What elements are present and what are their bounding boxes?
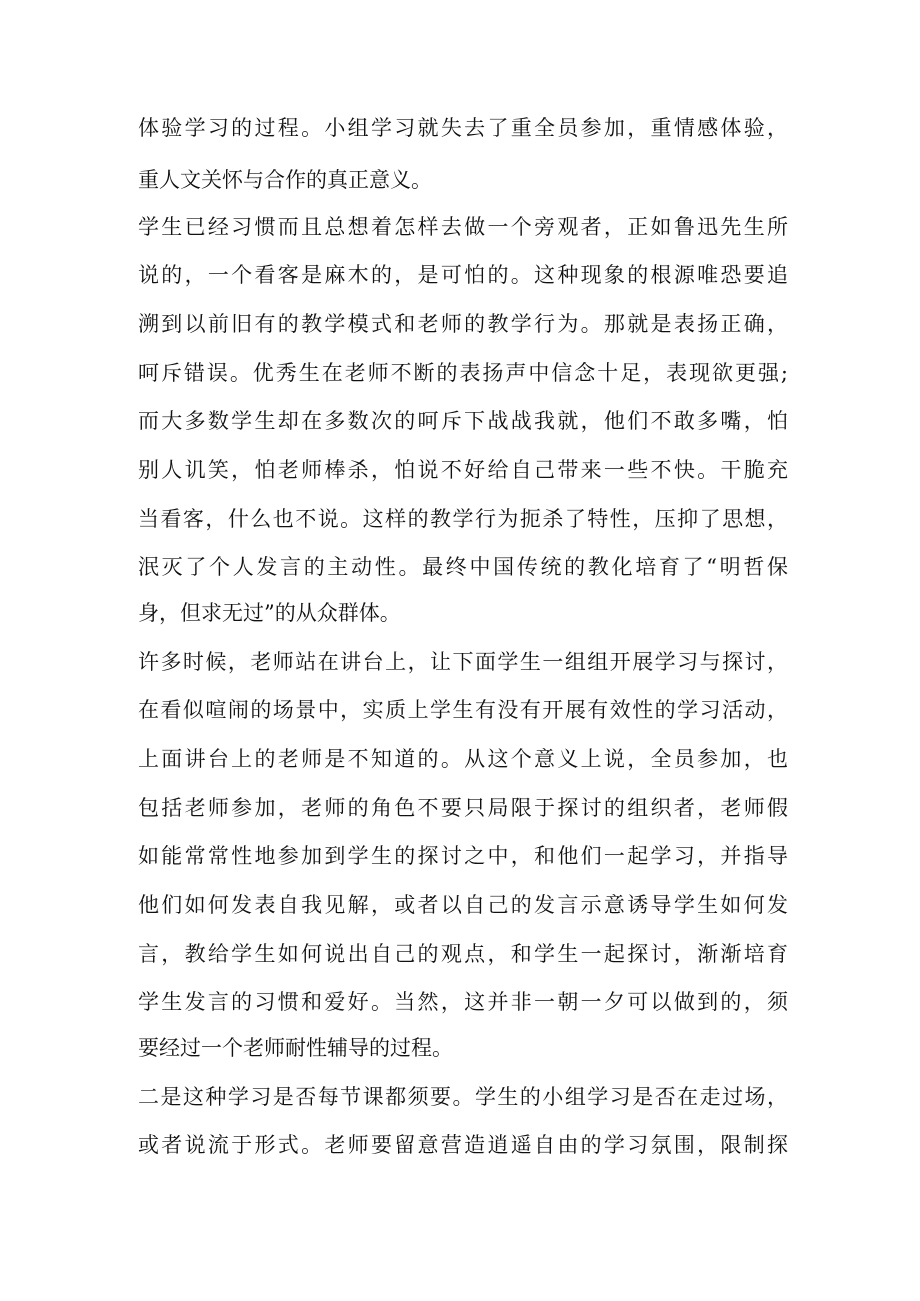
text-line: 泯灭了个人发言的主动性。最终中国传统的教化培育了“明哲保 [138,555,788,579]
text-line: 体验学习的过程。小组学习就失去了重全员参加，重情感体验， [138,116,788,140]
text-line: 他们如何发表自我见解，或者以自己的发言示意诱导学生如何发 [138,893,788,917]
text-line: 言，教给学生如何说出自己的观点，和学生一起探讨，渐渐培育 [138,942,788,966]
text-line: 而大多数学生却在多数次的呵斥下战战我就，他们不敢多嘴，怕 [138,409,788,433]
text-line: 或者说流于形式。老师要留意营造逍遥自由的学习氛围，限制探 [138,1133,788,1157]
text-line: 学生发言的习惯和爱好。当然，这并非一朝一夕可以做到的，须 [138,990,788,1014]
text-line: 要经过一个老师耐性辅导的过程。 [138,1036,453,1060]
text-line: 别人讥笑，怕老师棒杀，怕说不好给自己带来一些不快。干脆充 [138,458,788,482]
text-line: 包括老师参加，老师的角色不要只局限于探讨的组织者，老师假 [138,796,788,820]
text-line: 溯到以前旧有的教学模式和老师的教学行为。那就是表扬正确， [138,312,788,336]
text-line: 学生已经习惯而且总想着怎样去做一个旁观者，正如鲁迅先生所 [138,215,788,239]
text-line: 上面讲台上的老师是不知道的。从这个意义上说，全员参加，也 [138,747,788,771]
text-line: 在看似喧闹的场景中，实质上学生有没有开展有效性的学习活动， [138,698,788,722]
text-line: 呵斥错误。优秀生在老师不断的表扬声中信念十足，表现欲更强; [138,361,788,385]
text-line: 当看客，什么也不说。这样的教学行为扼杀了特性，压抑了思想， [138,507,788,531]
text-line: 许多时候，老师站在讲台上，让下面学生一组组开展学习与探讨， [138,650,788,674]
text-line: 身，但求无过”的从众群体。 [138,601,401,625]
text-line: 如能常常性地参加到学生的探讨之中，和他们一起学习，并指导 [138,844,788,868]
text-line: 二是这种学习是否每节课都须要。学生的小组学习是否在走过场， [138,1085,788,1109]
text-line: 说的，一个看客是麻木的，是可怕的。这种现象的根源唯恐要追 [138,263,788,287]
text-line: 重人文关怀与合作的真正意义。 [138,168,432,192]
